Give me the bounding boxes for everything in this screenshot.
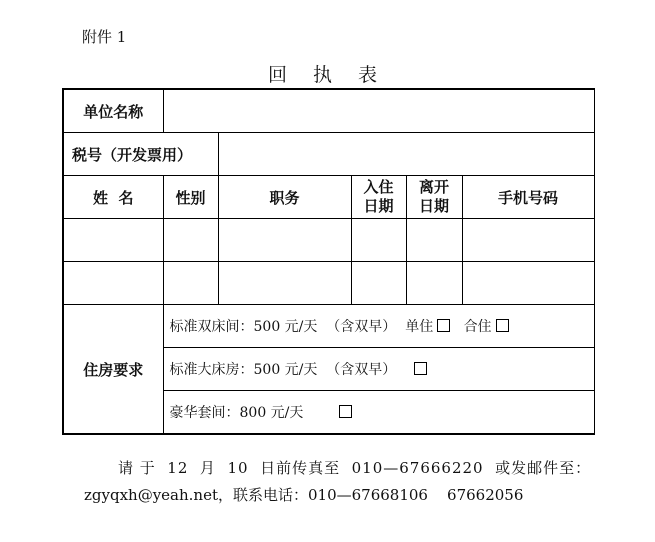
form-title: 回 执 表: [267, 64, 388, 86]
header-row: [63, 176, 594, 219]
housing-option-row: [63, 305, 594, 348]
unit-name-label: 单位名称: [63, 89, 163, 133]
option-king: [163, 348, 594, 391]
guest-position-cell[interactable]: [218, 219, 351, 262]
header-checkout-line2: 日期: [418, 197, 449, 215]
guest-phone-cell[interactable]: [462, 262, 594, 305]
guest-checkin-cell[interactable]: [351, 262, 406, 305]
guest-row: [63, 262, 594, 305]
option-shared-label: 合住: [463, 319, 492, 335]
reply-form-table: [62, 88, 595, 435]
guest-row: [63, 219, 594, 262]
header-name: 姓 名: [63, 176, 163, 219]
unit-row: [63, 89, 594, 133]
option-single-label: 单住: [405, 319, 434, 335]
header-checkin: [351, 176, 406, 219]
guest-checkin-cell[interactable]: [351, 219, 406, 262]
option-suite-text: 豪华套间：800 元/天: [169, 405, 304, 421]
header-checkout: [406, 176, 462, 219]
guest-position-cell[interactable]: [218, 262, 351, 305]
option-king-text: 标准大床房：500 元/天 （含双早）: [169, 362, 397, 378]
header-checkout-line1: 离开: [418, 178, 449, 196]
king-checkbox[interactable]: [414, 362, 427, 375]
guest-gender-cell[interactable]: [163, 219, 218, 262]
option-suite: [163, 391, 594, 435]
tax-label: 税号（开发票用）: [63, 133, 218, 176]
housing-label: 住房要求: [63, 305, 163, 435]
guest-phone-cell[interactable]: [462, 219, 594, 262]
guest-name-cell[interactable]: [63, 262, 163, 305]
note-line-2: zgyqxh@yeah.net，联系电话：010—67668106 67662056: [84, 486, 524, 504]
single-checkbox[interactable]: [437, 319, 450, 332]
option-twin: [163, 305, 594, 348]
suite-checkbox[interactable]: [339, 405, 352, 418]
tax-row: [63, 133, 594, 176]
guest-checkout-cell[interactable]: [406, 219, 462, 262]
header-position: 职务: [218, 176, 351, 219]
unit-name-field[interactable]: [163, 89, 594, 133]
note-line-1: 请 于 12 月 10 日前传真至 010—67666220 或发邮件至：: [118, 459, 592, 477]
option-twin-text: 标准双床间：500 元/天 （含双早）: [169, 319, 397, 335]
shared-checkbox[interactable]: [496, 319, 509, 332]
tax-field[interactable]: [218, 133, 594, 176]
guest-gender-cell[interactable]: [163, 262, 218, 305]
header-checkin-line2: 日期: [363, 197, 394, 215]
header-checkin-line1: 入住: [363, 178, 394, 196]
header-gender: 性别: [163, 176, 218, 219]
guest-checkout-cell[interactable]: [406, 262, 462, 305]
attachment-label: 附件 1: [82, 28, 127, 46]
header-phone: 手机号码: [462, 176, 594, 219]
guest-name-cell[interactable]: [63, 219, 163, 262]
